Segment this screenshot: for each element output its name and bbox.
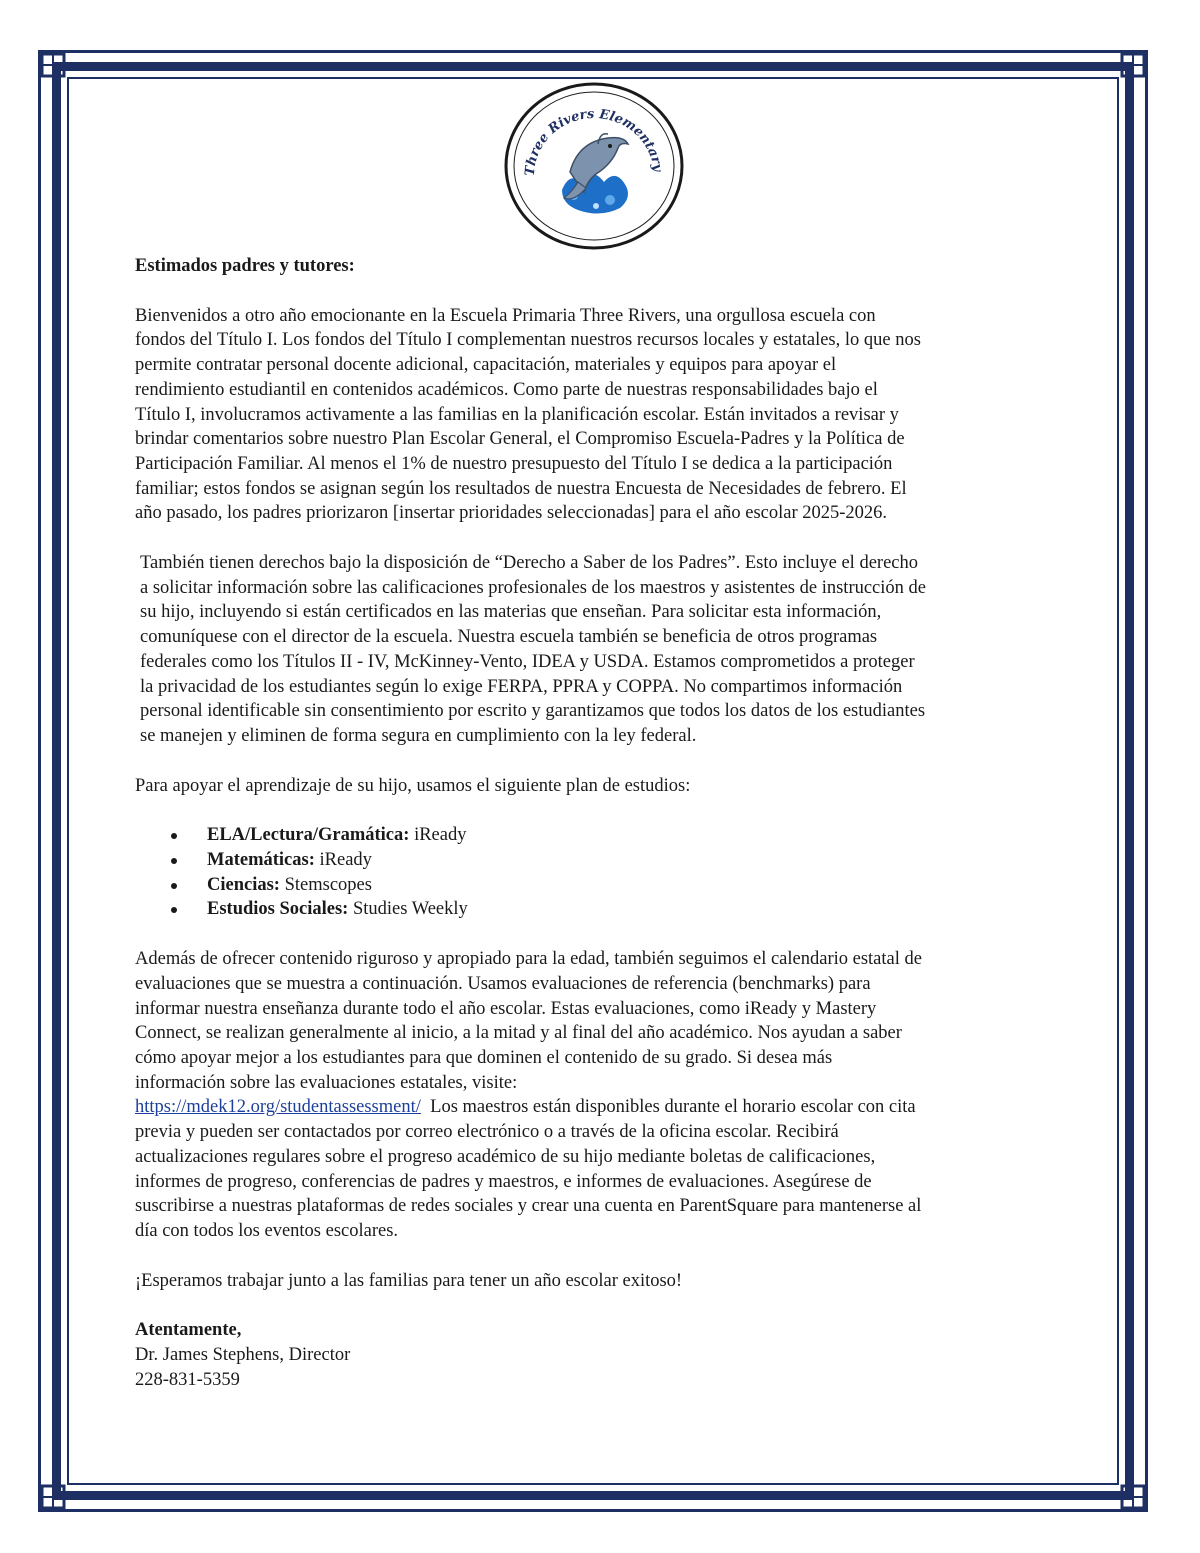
curriculum-intro: Para apoyar el aprendizaje de su hijo, usamos el siguiente plan de estudios: xyxy=(135,775,691,796)
text-line: día con todos los eventos escolares. xyxy=(135,1220,399,1241)
corner-ornament-icon xyxy=(1118,50,1148,80)
phone-number: 228-831-5359 xyxy=(135,1369,240,1390)
text-line: brindar comentarios sobre nuestro Plan Escolar General, el Compromiso Escuela-Padres y la Política de xyxy=(135,429,905,450)
text-line: comuníquese con el director de la escuela. Nuestra escuela también se beneficia de otros programas xyxy=(140,627,878,648)
corner-ornament-icon xyxy=(38,50,68,80)
subject-label: Estudios Sociales: xyxy=(207,899,349,920)
bullet-icon xyxy=(171,883,177,889)
text-line: evaluaciones que se muestra a continuación. Usamos evaluaciones de referencia (benchmarks) para xyxy=(135,973,871,994)
program-name: Stemscopes xyxy=(284,874,372,895)
salutation: Estimados padres y tutores: xyxy=(135,256,355,276)
program-name: iReady xyxy=(319,850,372,871)
school-logo xyxy=(500,80,688,252)
text-line: Participación Familiar. Al menos el 1% de nuestro presupuesto del Título I se dedica a la participación xyxy=(135,453,893,474)
text-line: informes de progreso, conferencias de padres y maestros, e informes de evaluaciones. Asegúrese de xyxy=(135,1171,872,1192)
text-line: rendimiento estudiantil en contenidos académicos. Como parte de nuestras responsabilidades bajo el xyxy=(135,379,878,400)
list-item xyxy=(135,873,1060,898)
list-item xyxy=(135,848,1060,873)
logo-text: Three Rivers Elementary xyxy=(522,106,665,177)
paragraph-title-i xyxy=(135,304,1060,526)
program-name: iReady xyxy=(414,825,467,846)
dolphin-logo-icon xyxy=(500,80,688,252)
text-line: se manejen y eliminen de forma segura en cumplimiento con la ley federal. xyxy=(140,725,697,746)
text-line xyxy=(135,1095,1060,1120)
text-line: Connect, se realizan generalmente al inicio, a la mitad y al final del año académico. Nos ayudan a saber xyxy=(135,1023,902,1044)
list-item xyxy=(135,823,1060,848)
text-line: la privacidad de los estudiantes según lo exige FERPA, PPRA y COPPA. No compartimos información xyxy=(140,676,903,697)
text-line: su hijo, incluyendo si están certificados en las materias que enseñan. Para solicitar esta información, xyxy=(140,602,882,623)
text-line: También tienen derechos bajo la disposición de “Derecho a Saber de los Padres”. Esto incluye el derecho xyxy=(140,553,918,574)
link-trailing-text: Los maestros están disponibles durante el horario escolar con cita xyxy=(420,1097,916,1118)
subject-label: Ciencias: xyxy=(207,874,280,895)
text-line: cómo apoyar mejor a los estudiantes para que dominen el contenido de su grado. Si desea más xyxy=(135,1047,833,1068)
assessment-link[interactable]: https://mdek12.org/studentassessment/ xyxy=(135,1097,421,1118)
text-line: familiar; estos fondos se asignan según los resultados de nuestra Encuesta de Necesidades de febrero. El xyxy=(135,478,907,499)
curriculum-list xyxy=(135,823,1060,922)
signoff: Atentamente, xyxy=(135,1320,242,1341)
text-line: año pasado, los padres priorizaron [insertar prioridades seleccionadas] para el año escolar 2025-2026. xyxy=(135,503,888,524)
text-line: Además de ofrecer contenido riguroso y apropiado para la edad, también seguimos el calendario estatal de xyxy=(135,949,922,970)
text-line: personal identificable sin consentimiento por escrito y garantizamos que todos los datos de los estudiantes xyxy=(140,701,926,722)
bullet-icon xyxy=(171,858,177,864)
text-line: Título I, involucramos activamente a las familias en la planificación escolar. Están invitados a revisar y xyxy=(135,404,899,425)
signer-name: Dr. James Stephens, Director xyxy=(135,1345,351,1366)
list-item xyxy=(135,897,1060,922)
text-line: Bienvenidos a otro año emocionante en la Escuela Primaria Three Rivers, una orgullosa escuela con xyxy=(135,305,876,326)
corner-ornament-icon xyxy=(38,1482,68,1512)
bullet-icon xyxy=(171,907,177,913)
closing-line: ¡Esperamos trabajar junto a las familias para tener un año escolar exitoso! xyxy=(135,1270,683,1291)
text-line: actualizaciones regulares sobre el progreso académico de su hijo mediante boletas de calificaciones, xyxy=(135,1146,876,1167)
bullet-icon xyxy=(171,833,177,839)
subject-label: ELA/Lectura/Gramática: xyxy=(207,825,410,846)
text-line: suscribirse a nuestras plataformas de redes sociales y crear una cuenta en ParentSquare para mantenerse al xyxy=(135,1196,922,1217)
program-name: Studies Weekly xyxy=(352,899,468,920)
subject-label: Matemáticas: xyxy=(207,850,315,871)
text-line: informar nuestra enseñanza durante todo el año escolar. Estas evaluaciones, como iReady y Mastery xyxy=(135,998,877,1019)
text-line: fondos del Título I. Los fondos del Título I complementan nuestros recursos locales y estatales, lo que nos xyxy=(135,330,921,351)
paragraph-right-to-know xyxy=(135,551,1060,749)
text-line: permite contratar personal docente adicional, capacitación, materiales y equipos para apoyar el xyxy=(135,355,837,376)
letter-body xyxy=(135,254,1060,1392)
text-line: a solicitar información sobre las calificaciones profesionales de los maestros y asistentes de instrucción de xyxy=(140,577,926,598)
corner-ornament-icon xyxy=(1118,1482,1148,1512)
paragraph-assessments xyxy=(135,947,1060,1243)
text-line: información sobre las evaluaciones estatales, visite: xyxy=(135,1072,518,1093)
text-line: previa y pueden ser contactados por correo electrónico o a través de la oficina escolar. Recibirá xyxy=(135,1122,839,1143)
text-line: federales como los Títulos II - IV, McKinney-Vento, IDEA y USDA. Estamos comprometidos a proteger xyxy=(140,651,915,672)
